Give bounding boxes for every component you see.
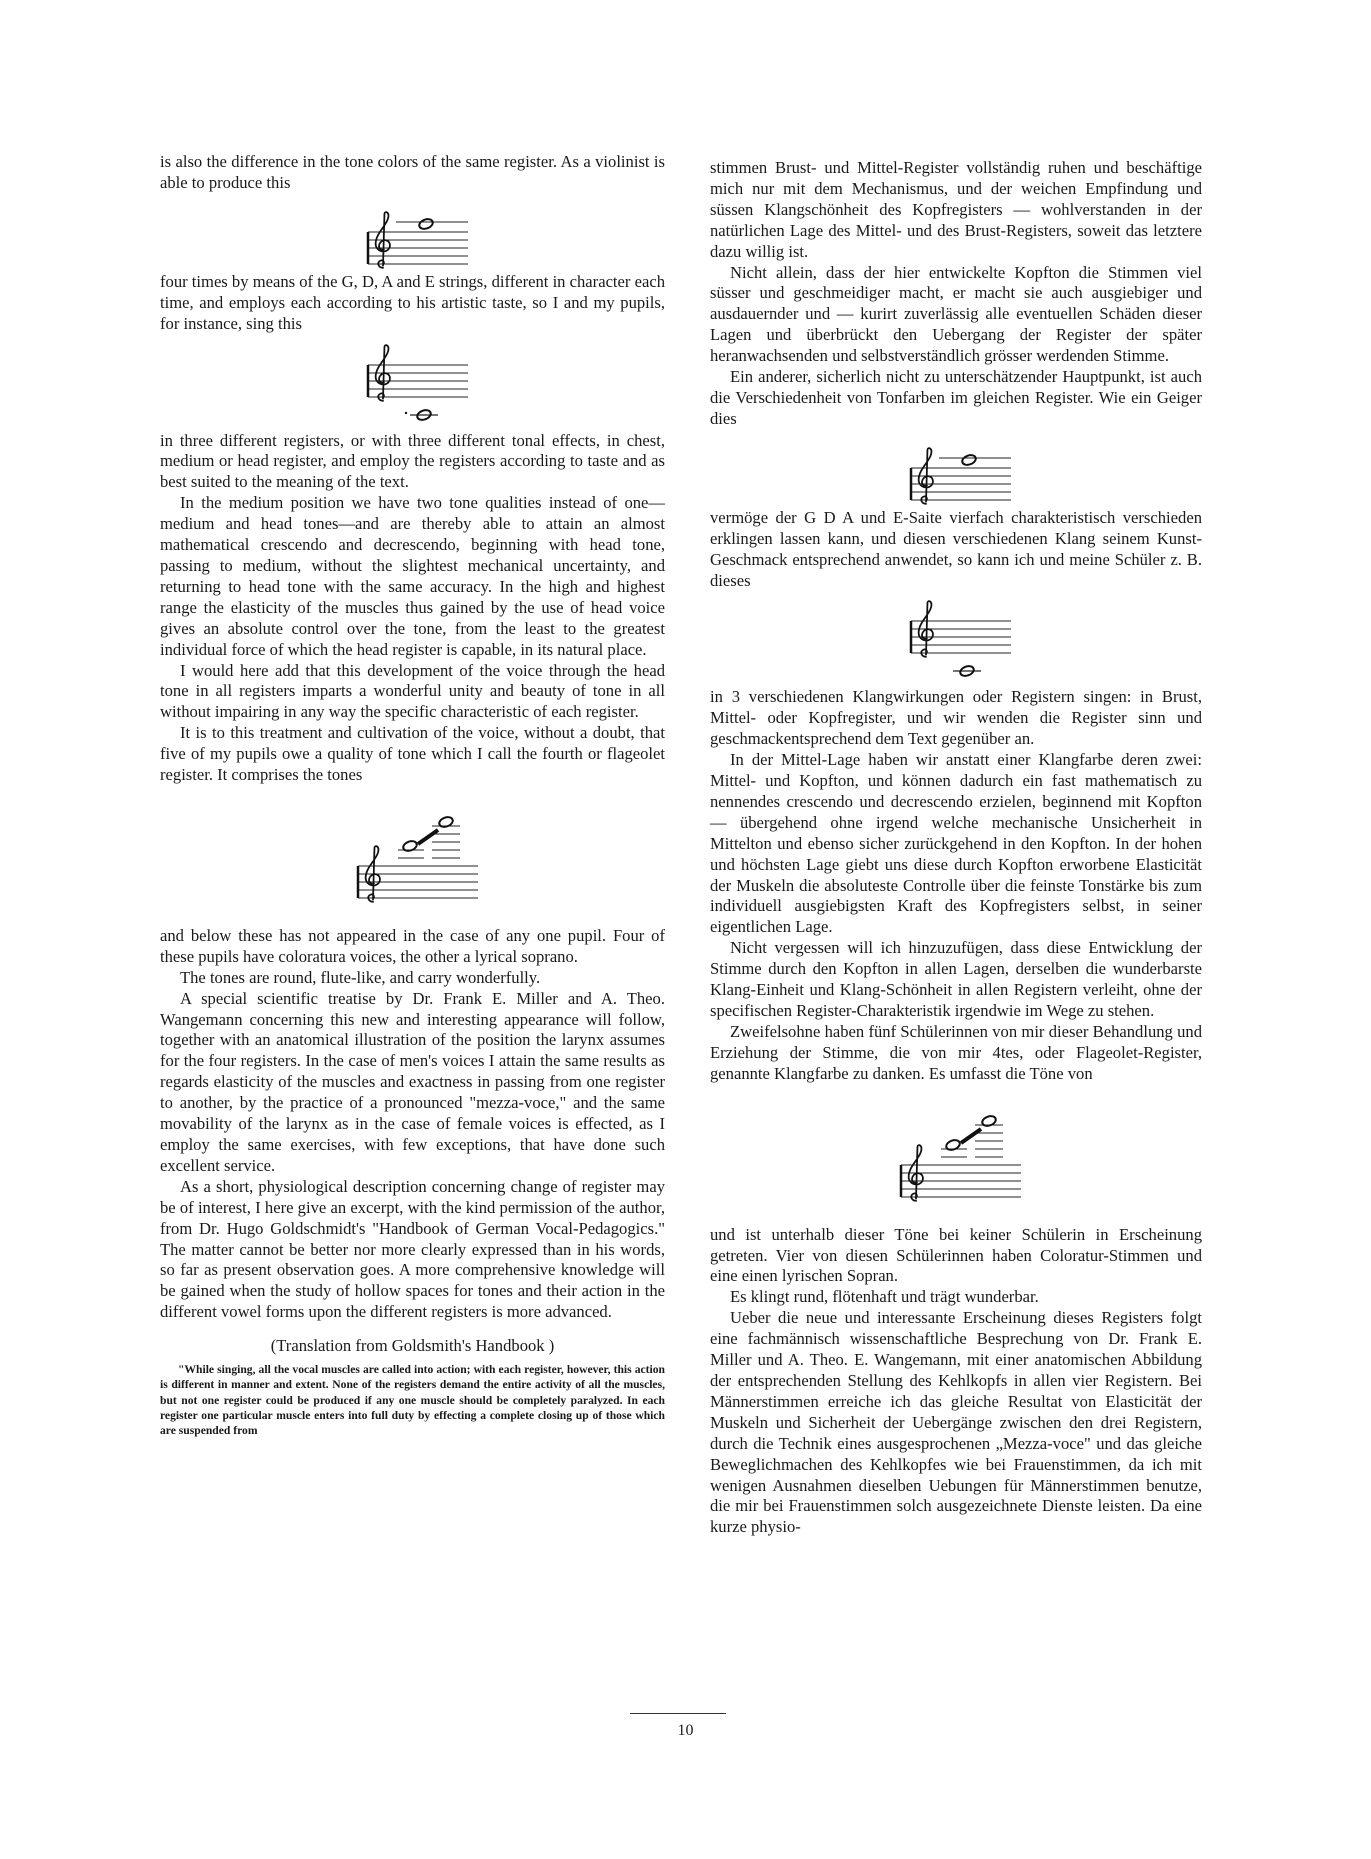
right-column [710,158,1202,1538]
music-example-half-note [160,194,665,272]
music-example-flageolet [160,786,665,926]
quoted-excerpt: "While singing, all the vocal muscles are called into action; with each register, however, this action is different in manner and extent. None of the registers demand the entire activity of all the muscles, but not one register could be produced if any one muscle should be completely paralyzed. In each register one particular muscle enters into full duty by effecting a complete closing up of those which are suspended from [160,1363,665,1437]
paragraph: und ist unterhalb dieser Töne bei keiner Schülerin in Erscheinung getreten. Vier von diesen Schülerinnen haben Coloratur-Stimmen und eine einen lyrischen Sopran. [710,1224,1202,1286]
music-example-low-note [710,591,1202,687]
paragraph: in 3 verschiedenen Klangwirkungen oder Registern singen: in Brust, Mittel- oder Kopfregister, und wir wenden die Register sinn und geschmackentsprechend dem Text gegenüber an. [710,687,1202,749]
staff-notation [891,591,1021,687]
music-example-flageolet [710,1085,1202,1225]
paragraph: In der Mittel-Lage haben wir anstatt einer Klangfarbe deren zwei: Mittel- und Kopfton, und können dadurch ein fast mathematisch zu nennendes crescendo und decrescendo erzielen, beginnend mit Kopfton — übergehend ohne irgend welche mechanische Unsicherheit in Mittelton und ebenso sicher zurückgehend in den Kopfton. In der hohen und höchsten Lage giebt uns diese durch Kopfton erworbene Elasticität der Muskeln die absoluteste Controlle über die feinste Tonstärke bis zum individuell ausgiebigsten Kraft des Kopfregisters selbst, in seiner eigentlichen Lage. [710,750,1202,937]
page-number: 10 [677,1722,694,1739]
left-column [160,152,665,1438]
paragraph: is also the difference in the tone colors of the same register. As a violinist is able to produce this [160,152,665,192]
paragraph: Nicht allein, dass der hier entwickelte Kopfton die Stimmen viel süsser und geschmeidiger macht, er macht sie auch ausgiebiger und ausdauernder und — kurirt zuverlässig alle eventuellen Schäden dieser Lagen und überbrückt den Uebergang der Register der später heranwachsenden und selbstverständlich grösser werdenden Stimme. [710,262,1202,366]
paragraph: and below these has not appeared in the case of any one pupil. Four of these pupils have coloratura voices, the other a lyrical soprano. [160,925,665,966]
paragraph: Nicht vergessen will ich hinzuzufügen, dass diese Entwicklung der Stimme durch den Kopfton in allen Lagen, derselben die wunderbarste Klang-Einheit und Klang-Schönheit in allen Registern verleiht, ohne der specifischen Register-Charakteristik irgendwie im Wege zu stehen. [710,938,1202,1020]
paragraph: I would here add that this development of the voice through the head tone in all registers imparts a wonderful unity and beauty of tone in all without impairing in any way the specific characteristic of each register. [160,660,665,722]
paragraph: The tones are round, flute-like, and carry wonderfully. [180,967,541,987]
footer-divider [630,1713,726,1714]
paragraph: Ueber die neue und interessante Erscheinung dieses Registers folgt eine fachmännisch wissenschaftliche Besprechung von Dr. Frank E. Miller und A. Theo. E. Wangemann, mit einer anatomischen Abbildung der entsprechenden Stellung des Kehlkopfs in allen vier Registern. Bei Männerstimmen erreiche ich das gleiche Resultat von Elasticität der Muskeln und Sicherheit der Uebergänge zwischen den drei Registern, durch die Technik eines ausgesprochenen „Mezza-voce" und das gleiche Beweglichmachen des Kehlkopfes wie bei Frauenstimmen, da ich mit wenigen Ausnahmen dieselben Uebungen für Männerstimmen benutze, die mir bei Frauenstimmen solch ausgezeichnete Dienste leisten. Da eine kurze physio- [710,1308,1202,1537]
paragraph: Zweifelsohne haben fünf Schülerinnen von mir dieser Behandlung und Erziehung der Stimme, die von mir 4tes, oder Flageolet-Register, genannte Klangfarbe zu danken. Es umfasst die Töne von [710,1021,1202,1083]
staff-notation [338,786,488,926]
staff-notation [891,430,1021,508]
paragraph: in three different registers, or with three different tonal effects, in chest, medium or head register, and employ the registers according to taste and as best suited to the meaning of the text. [160,430,665,492]
paragraph: As a short, physiological description concerning change of register may be of interest, I here give an excerpt, with the kind permission of the author, from Dr. Hugo Goldschmidt's "Handbook of German Vocal-Pedagogics." The matter cannot be better nor more clearly expressed than in his words, so far as present observation goes. A more comprehensive knowledge will be gained when the study of hollow spaces for tones and their action in the different vowel forms upon the different registers is more advanced. [160,1176,665,1322]
staff-notation [348,335,478,431]
staff-notation [348,194,478,272]
paragraph: In the medium position we have two tone qualities instead of one—medium and head tones—and are thereby able to attain an almost mathematical crescendo and decrescendo, beginning with head tone, passing to medium, without the slightest mechanical uncertainty, and returning to head tone with the same accuracy. In the high and highest range the elasticity of the muscles thus gained by the use of head voice gives an absolute control over the tone, from the least to the greatest individual force of which the head register is capable, in its natural place. [160,493,665,659]
staff-notation [881,1085,1031,1225]
section-heading: (Translation from Goldsmith's Handbook ) [270,1336,555,1356]
paragraph: A special scientific treatise by Dr. Frank E. Miller and A. Theo. Wangemann concerning this new and interesting appearance will follow, together with an anatomical illustration of the position the larynx assumes for the four registers. In the case of men's voices I attain the same results as regards elasticity of the muscles and exactness in passing from one register to another, by the practice of a pronounced "mezza-voce," and the same movability of the larynx as in the case of female voices is effected, as I employ the same exercises, with few exceptions, that have done such excellent service. [160,988,665,1175]
paragraph: It is to this treatment and cultivation of the voice, without a doubt, that five of my pupils owe a quality of tone which I call the fourth or flageolet register. It comprises the tones [160,723,665,785]
paragraph: four times by means of the G, D, A and E strings, different in character each time, and employs each according to his artistic taste, so I and my pupils, for instance, sing this [160,271,665,333]
paragraph: Ein anderer, sicherlich nicht zu unterschätzender Hauptpunkt, ist auch die Verschiedenheit von Tonfarben im gleichen Register. Wie ein Geiger dies [710,367,1202,428]
paragraph: Es klingt rund, flötenhaft und trägt wunderbar. [730,1287,1039,1307]
music-example-half-note [710,430,1202,508]
music-example-low-note [160,335,665,431]
paragraph: vermöge der G D A und E-Saite vierfach charakteristisch verschieden erklingen lassen kann, und diesen verschiedenen Klang seinem Kunst-Geschmack entsprechend anwendet, so kann ich und meine Schüler z. B. dieses [710,507,1202,590]
paragraph: stimmen Brust- und Mittel-Register vollständig ruhen und beschäftige mich nur mit dem Mechanismus, und der weichen Empfindung und süssen Klangschönheit des Kopfregisters — wohlverstanden in der natürlichen Lage des Mittel- und des Brust-Registers, soweit das letztere dazu willig ist. [710,158,1202,261]
